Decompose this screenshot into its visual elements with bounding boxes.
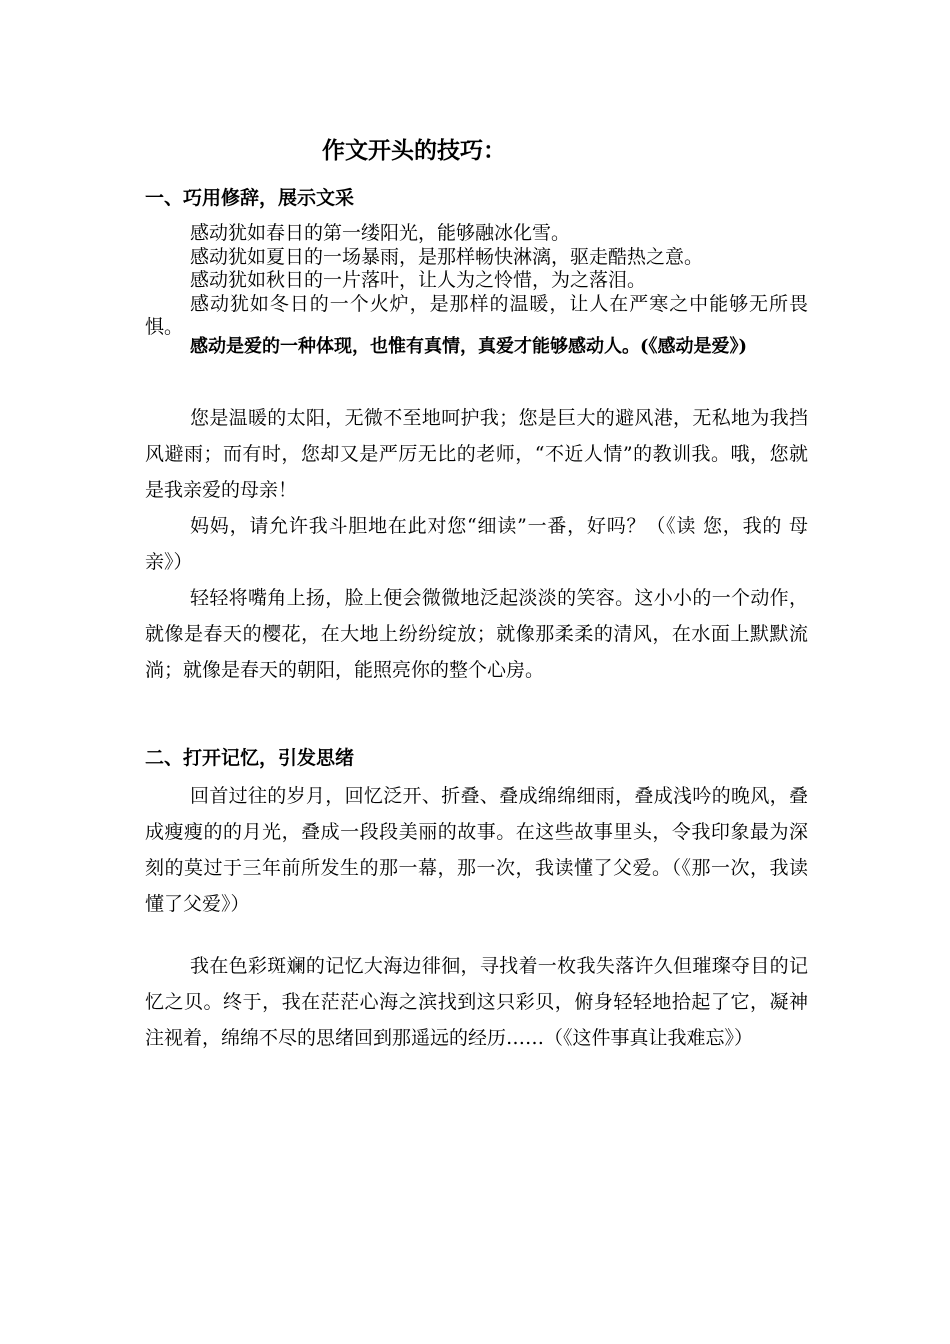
bold-summary-line: 感动是爱的一种体现，也惟有真情，真爱才能够感动人。(《感动是爱》) (190, 336, 748, 357)
simile-line-autumn: 感动犹如秋日的一片落叶，让人为之怜惜，为之落泪。 (190, 269, 647, 291)
simile-lines (145, 222, 808, 340)
section-heading-1: 一、巧用修辞，展示文采 (145, 187, 355, 209)
paragraph-memory-shell: 我在色彩斑斓的记忆大海边徘徊，寻找着一枚我失落许久但璀璨夺目的记忆之贝。终于，我在茫茫心海之滨找到这只彩贝，俯身轻轻地拾起了它，凝神注视着，绵绵不尽的思绪回到那遥远的经历……（《这件事真让我难忘》） (145, 955, 808, 1049)
bold-summary (145, 334, 808, 359)
simile-line-summer: 感动犹如夏日的一场暴雨，是那样畅快淋漓，驱走酷热之意。 (190, 245, 704, 268)
simile-line-spring: 感动犹如春日的第一缕阳光，能够融冰化雪。 (190, 222, 571, 244)
paragraph-fatherly-love: 回首过往的岁月，回忆泛开、折叠、叠成绵绵细雨，叠成浅吟的晚风，叠成瘦瘦的的月光，叠成一段段美丽的故事。在这些故事里头，令我印象最为深刻的莫过于三年前所发生的那一幕，那一次，我读懂了父爱。（《那一次，我读懂了父爱》） (145, 785, 808, 915)
paragraph-smile: 轻轻将嘴角上扬，脸上便会微微地泛起淡淡的笑容。这小小的一个动作，就像是春天的樱花，在大地上纷纷绽放；就像那柔柔的清风，在水面上默默流淌；就像是春天的朝阳，能照亮你的整个心房。 (145, 587, 808, 681)
section1-paragraphs (145, 400, 808, 688)
simile-line-winter: 感动犹如冬日的一个火炉，是那样的温暖，让人在严寒之中能够无所畏惧。 (145, 292, 808, 338)
section2-paragraph-block-2 (145, 948, 808, 1056)
section2-paragraph-block-1 (145, 778, 808, 922)
section-heading-2: 二、打开记忆，引发思绪 (145, 747, 355, 769)
paragraph-mother-2: 妈妈，请允许我斗胆地在此对您“细读”一番，好吗？（《读 您，我的 母 亲》） (145, 515, 808, 573)
page-title: 作文开头的技巧： (322, 137, 506, 164)
paragraph-mother-1: 您是温暖的太阳，无微不至地呵护我；您是巨大的避风港，无私地为我挡风避雨；而有时，您却又是严厉无比的老师，“不近人情”的教训我。哦，您就是我亲爱的母亲！ (145, 407, 808, 501)
